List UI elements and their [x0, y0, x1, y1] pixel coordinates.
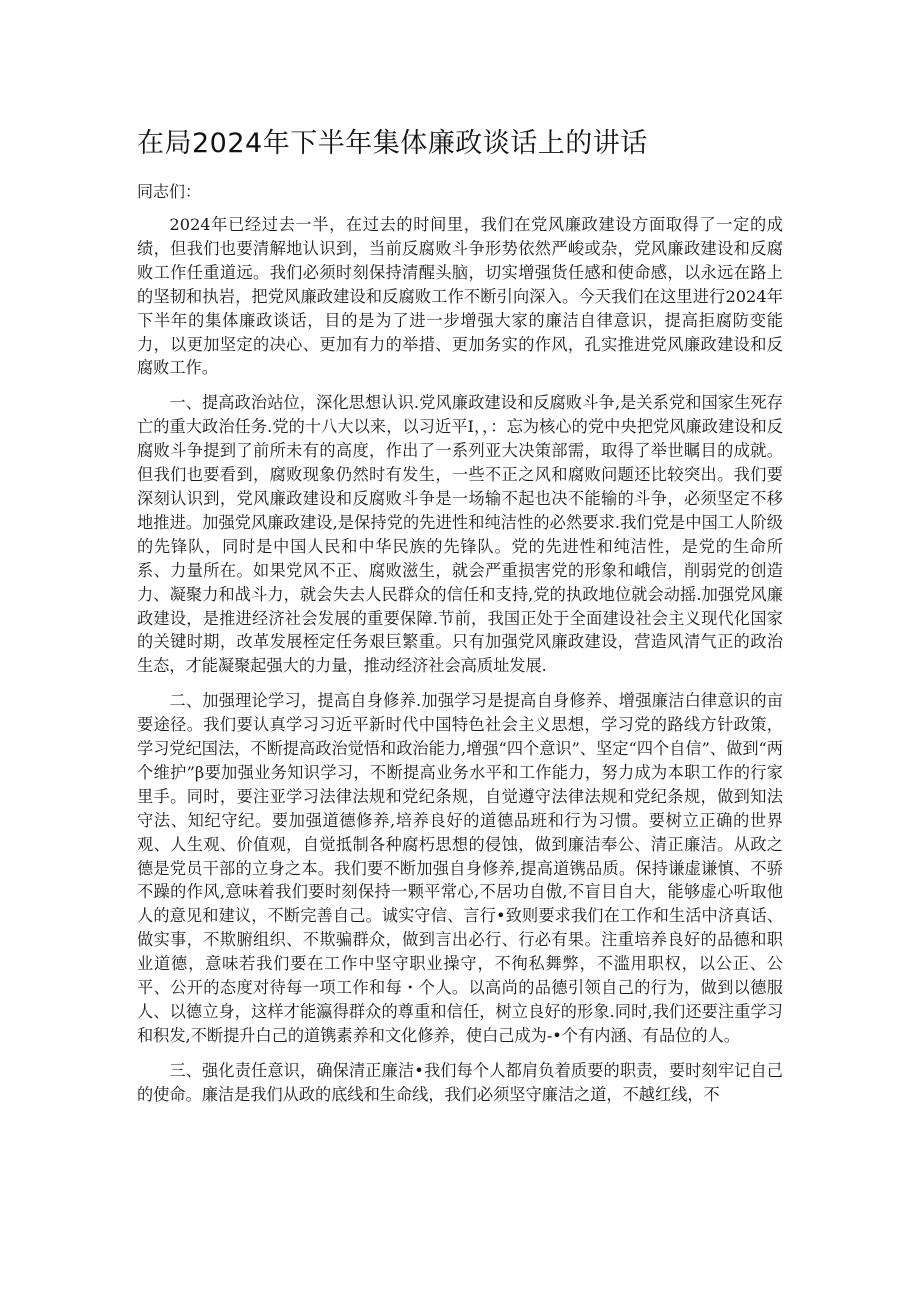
paragraph-section-2: 二、加强理论学习，提高自身修养.加强学习是提高自身修养、增强廉洁白律意识的亩要途径。我们要认真学习习近平新时代中国特色社会主义思想，学习党的路线方针政策，学习党纪国法，不断提高政治觉悟和政治能力,增强“四个意识”、坚定“四个自信”、做到“两个维护”β要加强业务知识学习，不断提高业务水平和工作能力，努力成为本职工作的行家里手。同时，要注亚学习法律法规和党纪条规，自觉遵守法律法规和党纪条规，做到知法守法、知纪守纪。要加强道德修养,培养良好的道德品班和行为习惯。要树立正确的世界观、人生观、价值观，自觉抵制各种腐朽思想的侵蚀，做到廉洁奉公、清正廉洁。从政之德是党员干部的立身之本。我们要不断加强自身修养,提高道镌品质。保持谦虚谦慎、不骄不躁的作风,意味着我们要时刻保持一颗平常心,不居功自傲,不盲目自大，能够虚心听取他人的意见和建议，不断完善自己。诚实守信、言行•致则要求我们在工作和生活中济真话、做实事，不欺腑组织、不欺骗群众，做到言出必行、行必有果。注重培养良好的品德和职业道德，意味若我们要在工作中坚守职业操守，不徇私舞弊，不滥用职权，以公正、公平、公开的态度对待每一项工作和每・个人。以高尚的品德引领自己的行为，做到以德服人、以德立身，这样才能瀛得群众的尊重和信任，树立良好的形象.同时,我们还要注重学习和积发,不断提升白己的道镌素养和文化修养，使白己成为-•个有内涵、有品位的人。: [137, 691, 783, 1045]
paragraph-section-3: 三、强化责任意识，确保清正廉洁•我们每个人都肩负着质要的职责，要时刻牢记自己的使命。廉洁是我们从政的底线和生命线，我们必须坚守廉洁之道，不越红线，不: [137, 1060, 783, 1104]
document-title: 在局2024年下半年集体廉政谈话上的讲话: [137, 128, 648, 159]
salutation: 同志们：: [137, 182, 202, 201]
document-body: [137, 213, 783, 1118]
paragraph-section-1: 一、提高政治站位，深化思想认识.党风廉政建设和反腐败斗争,是关系党和国家生死存亡的重大政治任务.党的十八大以来，以习近平I，，：忘为核心的党中央把党风廉政建设和反腐败斗争提到了前所未有的高度，作出了一系列亚大决策部需，取得了举世瞩目的成就。但我们也要看到，腐败现象仍然时有发生，一些不正之风和腐败问题还比较突出。我们要深刻认识到，党风廉政建设和反腐败斗争是一场输不起也决不能输的斗争，必须坚定不移地推进。加强党风廉政建设,是保持党的先进性和纯洁性的必然要求.我们党是中国工人阶级的先锋队，同时是中国人民和中华民族的先锋队。党的先进性和纯洁性，是党的生命所系、力量所在。如果党风不正、腐败滋生，就会严重损害党的形象和峨信，削弱党的创造力、凝聚力和战斗力，就会失去人民群众的信任和支持,党的执政地位就会动摇.加强党风廉政建设，是推进经济社会发展的重要保障.节前，我国正处于全面建设社会主义现代化国家的关键时期，改革发展桎定任务艰巨繁重。只有加强党风廉政建设，营造风清气正的政治生态，才能凝聚起强大的力量，推动经济社会高质址发展.: [137, 393, 783, 676]
paragraph-intro: 2024年已经过去一半，在过去的时间里，我们在党风廉政建设方面取得了一定的成绩，但我们也要清解地认识到，当前反腐败斗争形势依然严峻或杂，党风廉政建设和反腐败工作任重道远。我们必须时刻保持清醒头脑，切实增强货任感和使命感，以永远在路上的坚韧和执岩，把党风廉政建设和反腐败工作不断引向深入。今天我们在这里进行2024年下半年的集体廉政谈话，目的是为了进一步增强大家的廉洁自律意识，提高拒腐防变能力，以更加坚定的决心、更加有力的举措、更加务实的作风，孔实推进党风廉政建设和反腐败工作。: [137, 215, 783, 378]
